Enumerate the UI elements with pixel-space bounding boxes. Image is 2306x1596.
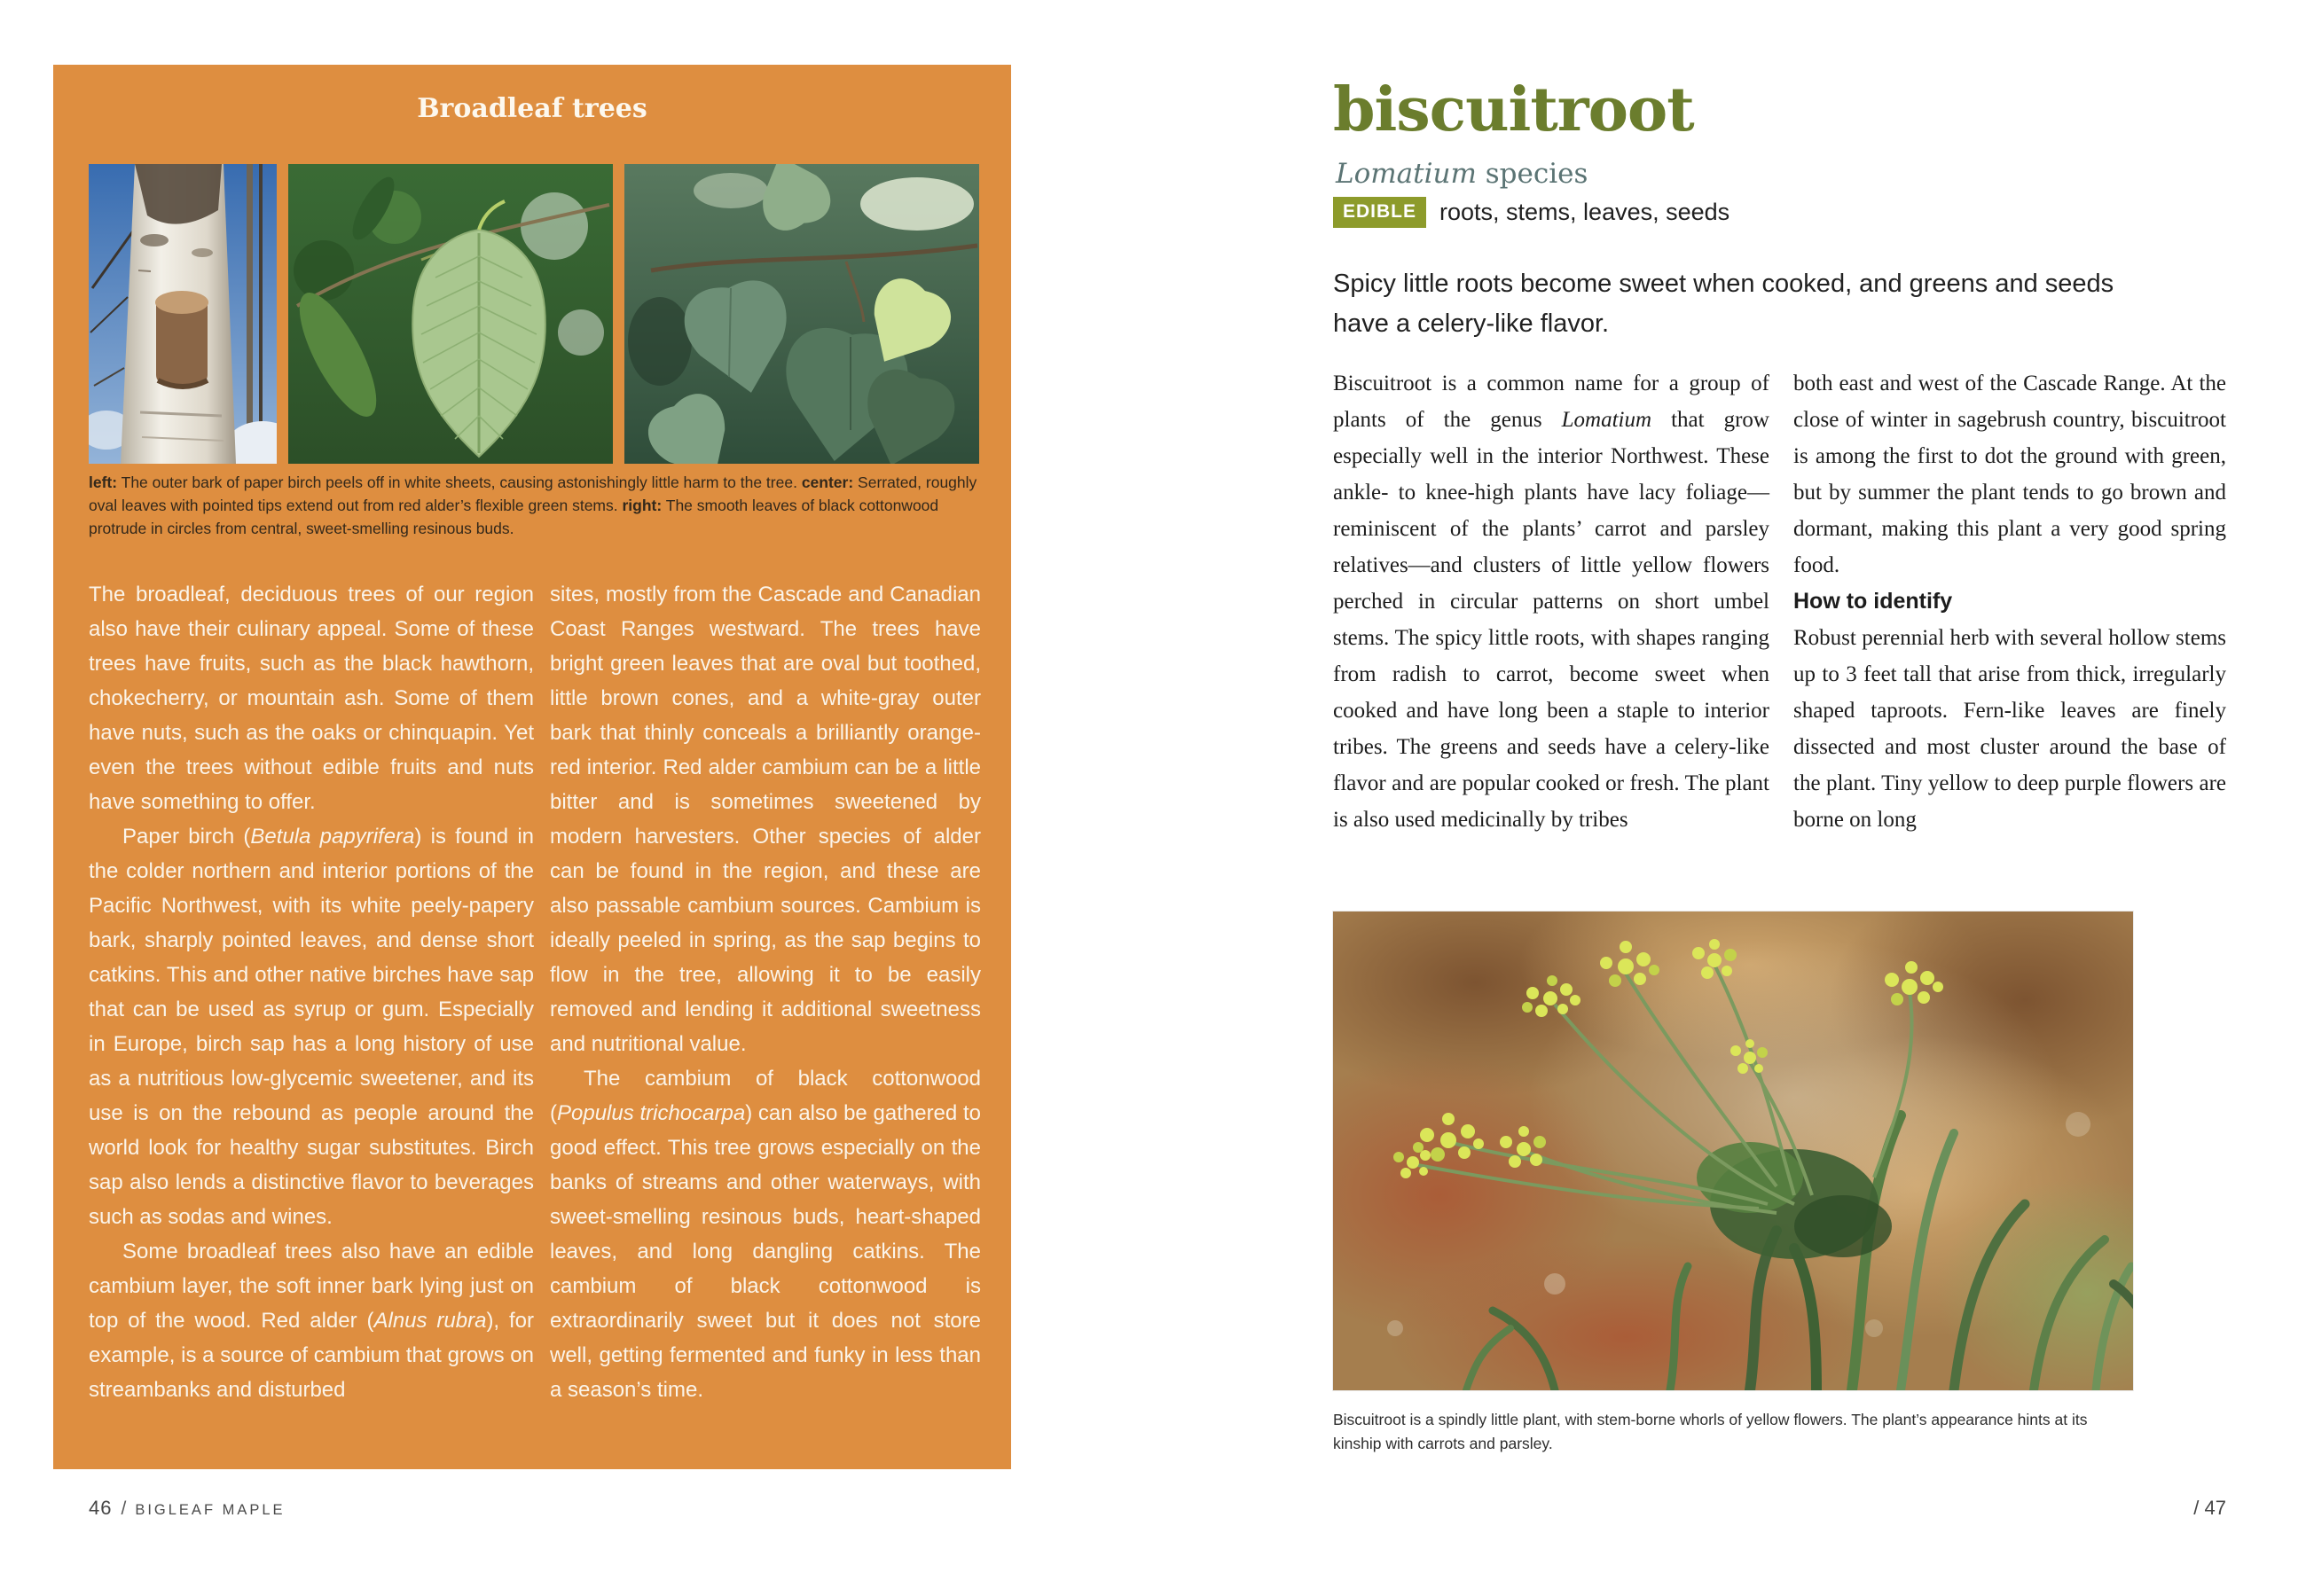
- species-latin-name: Populus trichocarpa: [557, 1101, 746, 1125]
- right-page-footer: [2129, 1497, 2226, 1520]
- genus-name: Lomatium: [1336, 158, 1477, 190]
- paragraph-text: The cambium of black cottonwood (: [550, 1067, 981, 1125]
- paragraph-text: ) is found in the colder northern and interior portions of the Pacific Northwest, with its white peely-papery bark, sharply pointed leaves, and dense short catkins. This and other native birches have sap that can be used as syrup or gum. Especially in Europe, birch sap has a long history of use as a nutritious low-glycemic sweetener, and its use is on the rebound as people around the world look for healthy sugar substitutes. Birch sap also lends a distinctive flavor to beverages such as sodas and wines.: [89, 825, 534, 1229]
- edible-parts: roots, stems, leaves, seeds: [1439, 199, 1730, 225]
- entry-title: biscuitroot: [1333, 74, 1694, 145]
- body-paragraph: [89, 577, 534, 819]
- photos-caption: [89, 471, 983, 540]
- red-alder-leaves-photo: [288, 164, 613, 464]
- paper-birch-bark-photo: [89, 164, 277, 464]
- left-page-footer: [89, 1497, 286, 1520]
- body-paragraph: [550, 1061, 981, 1407]
- photo-caption: Biscuitroot is a spindly little plant, with stem-borne whorls of yellow flowers. The plant’s appearance hints at its kinship with carrots and parsley.: [1333, 1411, 2088, 1452]
- entry-intro: Spicy little roots become sweet when cooked, and greens and seeds have a celery-like flavor.: [1333, 270, 2114, 338]
- paragraph-text: both east and west of the Cascade Range. At the close of winter in sagebrush country, biscuitroot is among the first to dot the ground with green, but by summer the plant tends to go brown and dormant, making this plant a very good spring food.: [1793, 372, 2226, 577]
- footer-slash: /: [121, 1498, 127, 1519]
- page-number-right: / 47: [2193, 1497, 2226, 1519]
- caption-left-label: left:: [89, 473, 118, 491]
- species-latin-name: Betula papyrifera: [250, 825, 415, 849]
- paragraph-text: ), for example, is a source of cambium that grows on streambanks and disturbed: [89, 1309, 534, 1402]
- body-paragraph: [1333, 365, 1769, 838]
- paragraph-text: Biscuitroot is a common name for a group of plants of the genus: [1333, 372, 1769, 432]
- paragraph-text: Paper birch (: [122, 825, 251, 849]
- caption-left-text: The outer bark of paper birch peels off in white sheets, causing astonishingly little harm to the tree.: [117, 473, 802, 491]
- black-cottonwood-leaves-illustration: [624, 164, 979, 464]
- genus-name: Lomatium: [1561, 408, 1652, 432]
- paragraph-text: sites, mostly from the Cascade and Canadian Coast Ranges westward. The trees have bright green leaves that are oval but toothed, little brown cones, and a white-gray outer bark that thinly conceals a brilliantly orange-red interior. Red alder cambium can be a little bitter and is sometimes sweetened by modern harvesters. Other species of alder can be found in the region, and these are also passable cambium sources. Cambium is ideally peeled in spring, as the sap begins to flow in the tree, allowing it to be easily removed and lending it additional sweetness and nutritional value.: [550, 583, 981, 1056]
- paragraph-text: Some broadleaf trees also have an edible cambium layer, the soft inner bark lying just on top of the wood. Red alder (: [89, 1240, 534, 1333]
- caption-right-label: right:: [622, 497, 663, 514]
- body-paragraph: [89, 1234, 534, 1407]
- red-alder-leaves-illustration: [288, 164, 613, 464]
- paragraph-text: The broadleaf, deciduous trees of our region also have their culinary appeal. Some of these trees have fruits, such as the black hawthorn, chokecherry, or mountain ash. Some of them have nuts, such as the oaks or chinquapin. Yet even the trees without edible fruits and nuts have something to offer.: [89, 583, 534, 814]
- species-line: [1336, 158, 1588, 190]
- left-page-column-1: [89, 577, 534, 1407]
- biscuitroot-plant-illustration: [1333, 911, 2133, 1390]
- how-to-identify-heading: How to identify: [1793, 589, 1953, 614]
- broadleaf-trees-panel: [53, 65, 1011, 1469]
- panel-title: Broadleaf trees: [417, 93, 647, 124]
- edible-row: [1333, 197, 1730, 228]
- body-paragraph: [1793, 620, 2226, 838]
- right-page-column-1: [1333, 365, 1769, 838]
- species-latin-name: Alnus rubra: [373, 1309, 487, 1333]
- paragraph-text: that grow especially well in the interior Northwest. These ankle- to knee-high plants have lacy foliage—reminiscent of the plants’ carrot and parsley relatives—and clusters of little yellow flowers perched in circular patterns on short umbel stems. The spicy little roots, with shapes ranging from radish to carrot, become sweet when cooked and have long been a staple to interior tribes. The greens and seeds have a celery-like flavor and are popular cooked or fresh. The plant is also used medicinally by tribes: [1333, 408, 1769, 832]
- edible-badge: EDIBLE: [1333, 197, 1426, 228]
- body-paragraph: [89, 819, 534, 1234]
- black-cottonwood-leaves-photo: [624, 164, 979, 464]
- left-page-column-2: [550, 577, 981, 1407]
- paragraph-text: ) can also be gathered to good effect. This tree grows especially on the banks of streams and other waterways, with sweet-smelling resinous buds, heart-shaped leaves, and long dangling catkins. The cambium of black cottonwood is extraordinarily sweet but it does not store well, getting fermented and funky in less than a season’s time.: [550, 1101, 981, 1402]
- page-number-left: 46: [89, 1497, 113, 1519]
- paragraph-text: Robust perennial herb with several hollow stems up to 3 feet tall that arise from thick, irregularly shaped taproots. Fern-like leaves are finely dissected and most cluster around the base of the plant. Tiny yellow to deep purple flowers are borne on long: [1793, 626, 2226, 832]
- caption-center-label: center:: [801, 473, 854, 491]
- caption-right-text: The smooth leaves of black cottonwood protrude in circles from central, sweet-smelling resinous buds.: [89, 497, 939, 537]
- body-paragraph: [1793, 365, 2226, 583]
- right-page-column-2: [1793, 365, 2226, 838]
- species-word: species: [1476, 158, 1588, 190]
- photo-row: [89, 164, 979, 464]
- running-header-label: BIGLEAF MAPLE: [135, 1502, 286, 1518]
- caption-center-text: Serrated, roughly oval leaves with pointed tips extend out from red alder’s flexible green stems.: [89, 473, 977, 514]
- paper-birch-bark-illustration: [89, 164, 277, 464]
- biscuitroot-plant-photo: [1333, 911, 2133, 1390]
- body-paragraph: [550, 577, 981, 1061]
